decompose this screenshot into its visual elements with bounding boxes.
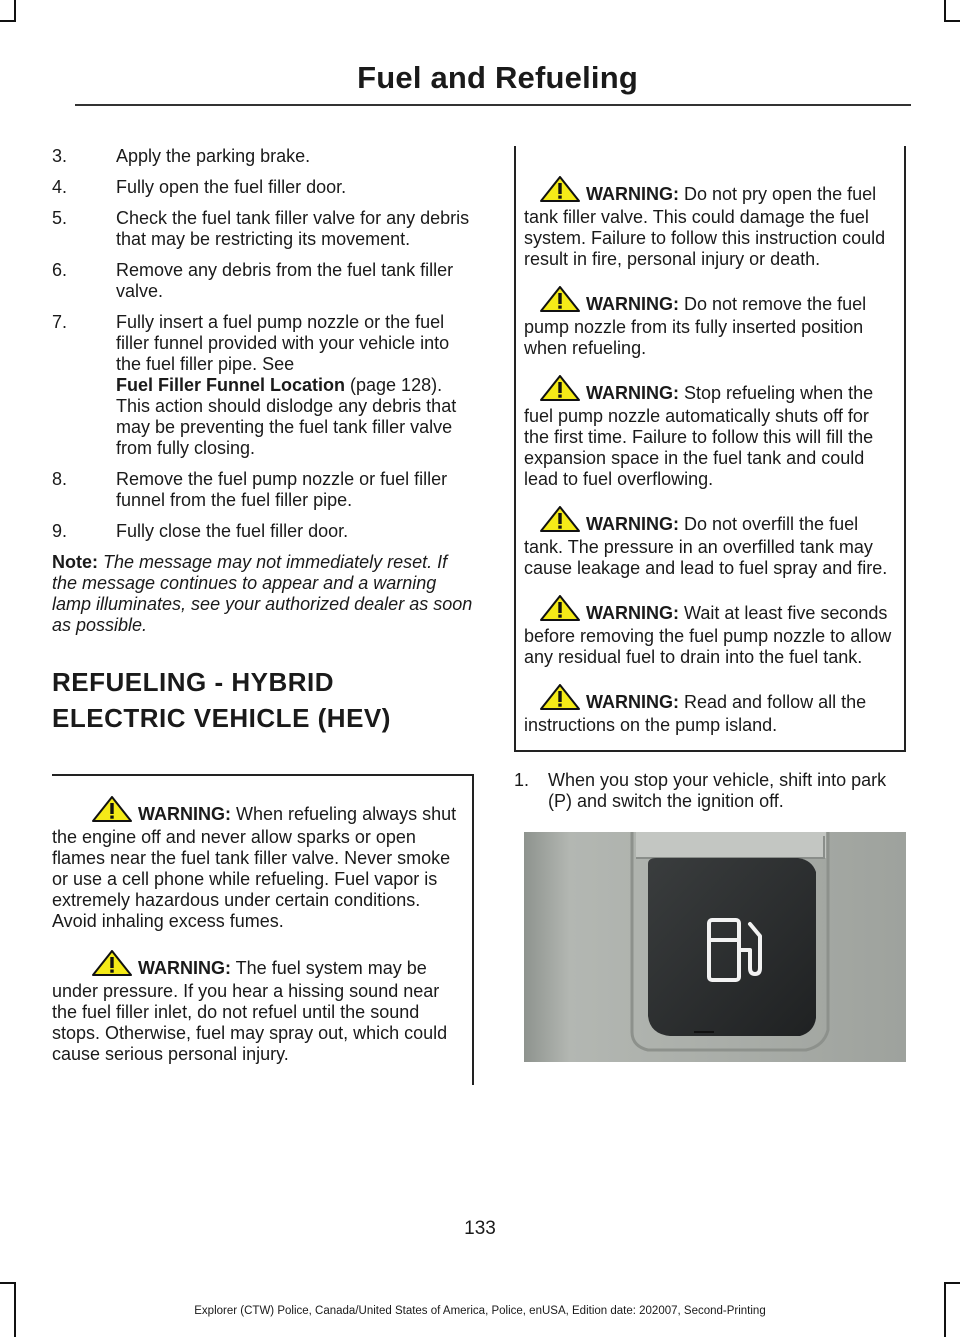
list-item bbox=[52, 146, 474, 167]
warning-icon bbox=[540, 375, 580, 406]
step-number: 8. bbox=[52, 469, 68, 489]
warning-item bbox=[52, 950, 464, 1065]
list-item bbox=[52, 521, 474, 542]
note bbox=[52, 552, 474, 636]
warning-icon bbox=[540, 176, 580, 207]
section-heading bbox=[52, 664, 474, 736]
right-column bbox=[514, 146, 906, 1062]
warning-icon bbox=[540, 506, 580, 537]
step-text: Check the fuel tank filler valve for any debris that may be restricting its movement. bbox=[116, 208, 470, 249]
step-number: 3. bbox=[52, 146, 68, 166]
page-title: Fuel and Refueling bbox=[357, 60, 638, 95]
warning-item bbox=[524, 286, 896, 359]
step-number: 6. bbox=[52, 260, 68, 280]
warning-box bbox=[52, 774, 474, 1085]
step-number: 7. bbox=[52, 312, 68, 332]
warning-box bbox=[514, 146, 906, 752]
warning-text: Read and follow all the instructions on the pump island. bbox=[524, 692, 867, 735]
step-number: 5. bbox=[52, 208, 68, 228]
crop-mark bbox=[944, 0, 946, 22]
step-text: Apply the parking brake. bbox=[116, 146, 311, 166]
list-item bbox=[52, 469, 474, 511]
warning-label: WARNING: bbox=[586, 514, 679, 534]
step-text: When you stop your vehicle, shift into park (P) and switch the ignition off. bbox=[548, 770, 887, 811]
warning-text: Do not remove the fuel pump nozzle from its fully inserted position when refueling. bbox=[524, 294, 867, 358]
warning-icon bbox=[540, 595, 580, 626]
cross-reference-link[interactable]: Fuel Filler Funnel Location bbox=[116, 375, 346, 395]
step-text: Fully close the fuel filler door. bbox=[116, 521, 349, 541]
warning-item bbox=[524, 506, 896, 579]
warning-icon bbox=[92, 950, 132, 981]
warning-item bbox=[524, 176, 896, 270]
fuel-door-illustration bbox=[524, 832, 906, 1062]
crop-mark bbox=[14, 0, 16, 22]
warning-label: WARNING: bbox=[586, 603, 679, 623]
warning-text: The fuel system may be under pressure. If you hear a hissing sound near the fuel filler inlet, do not refuel until the sound stops. Otherwise, fuel may spray out, which could cause serious personal injury. bbox=[52, 958, 448, 1064]
list-item bbox=[52, 260, 474, 302]
warning-label: WARNING: bbox=[586, 294, 679, 314]
step-text: Fully insert a fuel pump nozzle or the fuel filler funnel provided with your vehicle into the fuel filler pipe. See bbox=[116, 312, 450, 374]
section-heading-line: ELECTRIC VEHICLE (HEV) bbox=[52, 703, 391, 733]
page-footer: Explorer (CTW) Police, Canada/United States of America, Police, enUSA, Edition date: 202007, Second-Printing bbox=[194, 1305, 766, 1317]
warning-item bbox=[52, 796, 464, 932]
warning-item bbox=[524, 595, 896, 668]
step-text: Fully open the fuel filler door. bbox=[116, 177, 347, 197]
crop-mark bbox=[0, 20, 16, 22]
warning-text: Do not pry open the fuel tank filler valve. This could damage the fuel system. Failure to follow this instruction could result in fire, personal injury or death. bbox=[524, 184, 886, 269]
note-text: The message may not immediately reset. If the message continues to appear and a warning lamp illuminates, see your authorized dealer as soon as possible. bbox=[52, 552, 473, 635]
step-list bbox=[52, 146, 474, 542]
step-text: (page 128). This action should dislodge any debris that may be preventing the fuel tank filler valve from fully closing. bbox=[116, 375, 457, 458]
list-item bbox=[52, 312, 474, 459]
section-heading-line: REFUELING - HYBRID bbox=[52, 667, 334, 697]
warning-text: Stop refueling when the fuel pump nozzle automatically shuts off for the first time. Failure to follow this will fill the expansion space in the fuel tank and could lead to fuel overflowing. bbox=[524, 383, 874, 489]
warning-text: Wait at least five seconds before removing the fuel pump nozzle to allow any residual fuel to drain into the fuel tank. bbox=[524, 603, 892, 667]
warning-text: When refueling always shut the engine off and never allow sparks or open flames near the fuel tank filler valve. Never smoke or use a cell phone while refueling. Fuel vapor is extremely hazardous under certain conditions. Avoid inhaling excess fumes. bbox=[52, 804, 457, 931]
fuel-door-photo bbox=[524, 832, 906, 1062]
left-column bbox=[52, 146, 474, 1085]
crop-mark bbox=[944, 20, 960, 22]
warning-label: WARNING: bbox=[138, 804, 231, 824]
list-item bbox=[52, 208, 474, 250]
step-number: 9. bbox=[52, 521, 68, 541]
step-text: Remove the fuel pump nozzle or fuel filler funnel from the fuel filler pipe. bbox=[116, 469, 448, 510]
list-item bbox=[514, 770, 906, 812]
page-number: 133 bbox=[464, 1218, 496, 1239]
crop-mark bbox=[0, 1282, 16, 1284]
warning-label: WARNING: bbox=[138, 958, 231, 978]
warning-icon bbox=[92, 796, 132, 827]
warning-text: Do not overfill the fuel tank. The pressure in an overfilled tank may cause leakage and lead to fuel spray and fire. bbox=[524, 514, 888, 578]
warning-label: WARNING: bbox=[586, 383, 679, 403]
warning-item bbox=[524, 684, 896, 736]
warning-icon bbox=[540, 286, 580, 317]
warning-item bbox=[524, 375, 896, 490]
step-text: Remove any debris from the fuel tank filler valve. bbox=[116, 260, 454, 301]
note-label: Note: bbox=[52, 552, 98, 572]
list-item bbox=[52, 177, 474, 198]
crop-mark bbox=[944, 1282, 960, 1284]
step-number: 1. bbox=[514, 770, 530, 790]
step-number: 4. bbox=[52, 177, 68, 197]
warning-icon bbox=[540, 684, 580, 715]
header-divider bbox=[75, 104, 911, 106]
warning-label: WARNING: bbox=[586, 692, 679, 712]
warning-label: WARNING: bbox=[586, 184, 679, 204]
